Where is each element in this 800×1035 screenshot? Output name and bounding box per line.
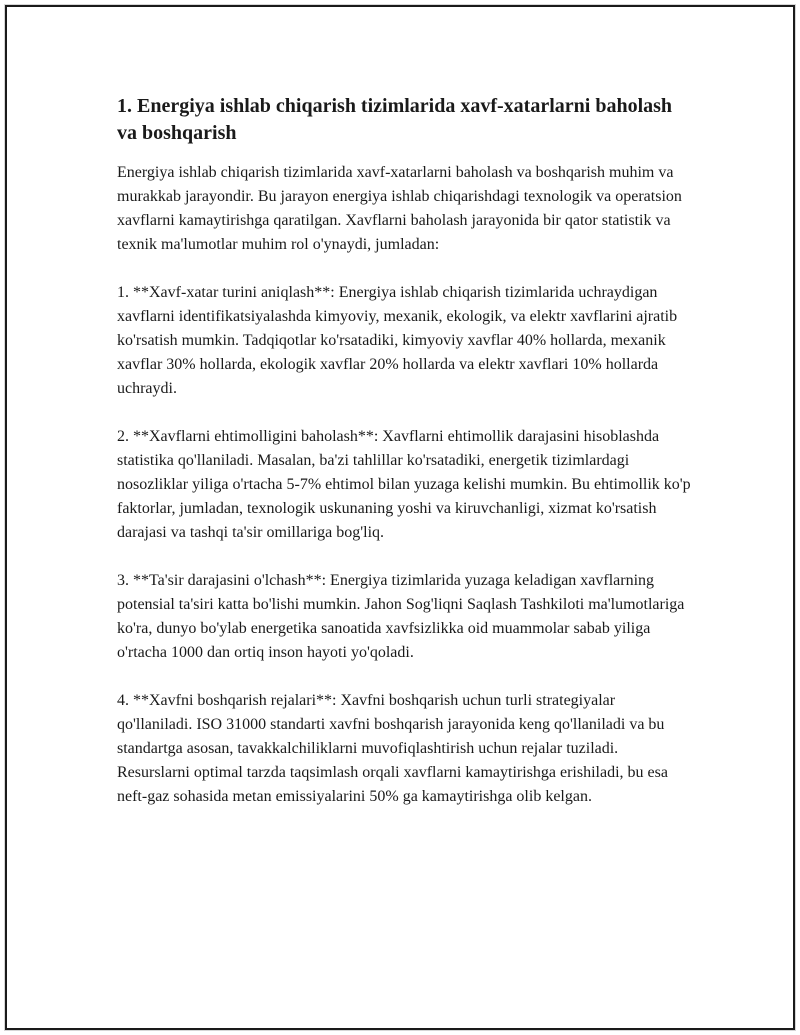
document-body [117,93,692,809]
list-item-impact-measurement: 3. **Ta'sir darajasini o'lchash**: Energiya tizimlarida yuzaga keladigan xavflarning potensial ta'siri katta bo'lishi mumkin. Jahon Sog'liqni Saqlash Tashkiloti ma'lumotlariga ko'ra, dunyo bo'ylab energetika sanoatida xavfsizlikka oid muammolar sabab yiliga o'rtacha 1000 dan ortiq inson hayoti yo'qoladi. [117,572,685,661]
intro-paragraph: Energiya ishlab chiqarish tizimlarida xavf-xatarlarni baholash va boshqarish muhim va murakkab jarayondir. Bu jarayon energiya ishlab chiqarishdagi texnologik va operatsion xavflarni kamaytirishga qaratilgan. Xavflarni baholash jarayonida bir qator statistik va texnik ma'lumotlar muhim rol o'ynaydi, jumladan: [117,164,682,253]
list-item-risk-type: 1. **Xavf-xatar turini aniqlash**: Energiya ishlab chiqarish tizimlarida uchraydigan xavflarni identifikatsiyalashda kimyoviy, mexanik, ekologik, va elektr xavflarini ajratib ko'rsatish mumkin. Tadqiqotlar ko'rsatadiki, kimyoviy xavflar 40% hollarda, mexanik xavflar 30% hollarda, ekologik xavflar 20% hollarda va elektr xavflari 10% hollarda uchraydi. [117,284,678,397]
list-item-risk-probability: 2. **Xavflarni ehtimolligini baholash**: Xavflarni ehtimollik darajasini hisoblashda statistika qo'llaniladi. Masalan, ba'zi tahlillar ko'rsatadiki, energetik tizimlardagi nosozliklar yiliga o'rtacha 5-7% ehtimol bilan yuzaga kelishi mumkin. Bu ehtimollik ko'p faktorlar, jumladan, texnologik uskunaning yoshi va kiruvchanligi, xizmat ko'rsatish darajasi va tashqi ta'sir omillariga bog'liq. [117,428,691,541]
list-item-risk-management-plans: 4. **Xavfni boshqarish rejalari**: Xavfni boshqarish uchun turli strategiyalar qo'llaniladi. ISO 31000 standarti xavfni boshqarish jarayonida keng qo'llaniladi va bu standartga asosan, tavakkalchiliklarni muvofiqlashtirish uchun rejalar tuziladi. Resurslarni optimal tarzda taqsimlash orqali xavflarni kamaytirishga erishiladi, bu esa neft-gaz sohasida metan emissiyalarini 50% ga kamaytirishga olib kelgan. [117,692,668,805]
section-title: 1. Energiya ishlab chiqarish tizimlarida xavf-xatarlarni baholash va boshqarish [117,95,673,144]
